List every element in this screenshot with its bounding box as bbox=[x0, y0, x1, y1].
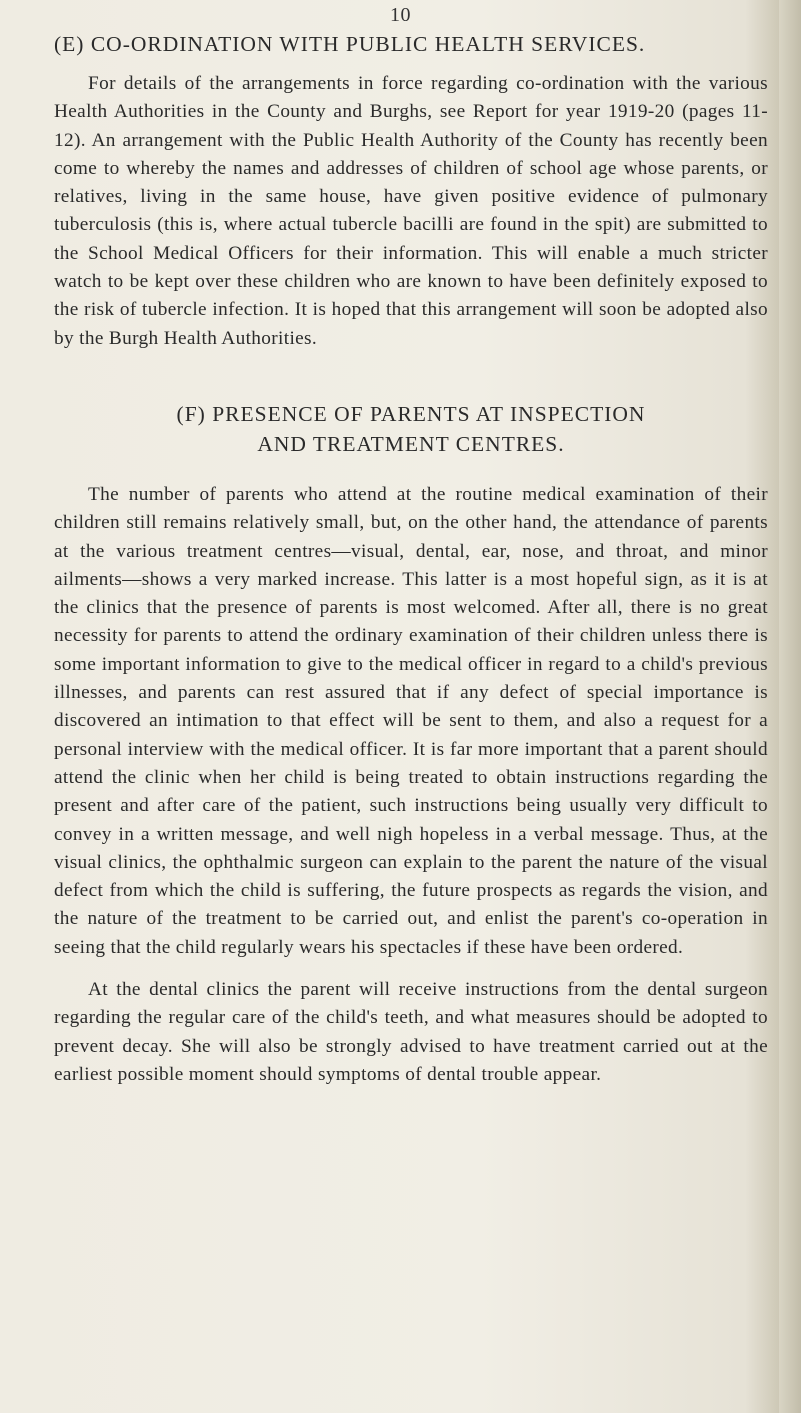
section-f-paragraph-2: At the dental clinics the parent will receive instructions from the dental surgeon regarding the regular care of the child's teeth, and what measures should be adopted to prevent decay. She will also be strongly advised to have treatment carried out at the earliest possible moment should symptoms of dental trouble appear. bbox=[54, 979, 768, 1085]
section-e-heading: (E) CO-ORDINATION WITH PUBLIC HEALTH SERVICES. bbox=[54, 32, 646, 56]
section-f-paragraph-1: The number of parents who attend at the routine medical examination of their children still remains relatively small, but, on the other hand, the attendance of parents at the various treatment centres—visual, dental, ear, nose, and throat, and minor ailments—shows a very marked increase. This latter is a most hopeful sign, as it is at the clinics that the presence of parents is most welcomed. After all, there is no great necessity for parents to attend the ordinary examination of their children unless there is some important information to give to the medical officer in regard to a child's previous illnesses, and parents can rest assured that if any defect of special importance is discovered an intimation to that effect will be sent to them, and also a request for a personal interview with the medical officer. It is far more important that a parent should attend the clinic when her child is being treated to obtain instructions regarding the present and after care of the patient, such instructions being usually very difficult to convey in a written message, and well nigh hopeless in a verbal message. Thus, at the visual clinics, the ophthalmic surgeon can explain to the parent the nature of the visual defect from which the child is suffering, the future prospects as regards the vision, and the nature of the treatment to be carried out, and enlist the parent's co-operation in seeing that the child regularly wears his spectacles if these have been ordered. bbox=[54, 483, 768, 958]
section-f-heading-line-2: AND TREATMENT CENTRES. bbox=[257, 431, 565, 456]
section-f-heading bbox=[54, 399, 768, 459]
page-number: 10 bbox=[390, 4, 411, 26]
page-edge-shadow bbox=[779, 0, 801, 1413]
section-f-heading-line-1: (F) PRESENCE OF PARENTS AT INSPECTION bbox=[176, 401, 646, 426]
section-e-paragraph: For details of the arrangements in force regarding co-ordination with the various Health Authorities in the County and Burghs, see Report for year 1919-20 (pages 11-12). An arrangement with the Public Health Authority of the County has recently been come to whereby the names and addresses of children of school age whose parents, or relatives, living in the same house, have given positive evidence of pulmonary tuberculosis (this is, where actual tubercle bacilli are found in the spit) are submitted to the School Medical Officers for their information. This will enable a much stricter watch to be kept over these children who are known to have been definitely exposed to the risk of tubercle infection. It is hoped that this arrangement will soon be adopted also by the Burgh Health Authorities. bbox=[54, 73, 768, 349]
page-content bbox=[54, 30, 768, 1089]
